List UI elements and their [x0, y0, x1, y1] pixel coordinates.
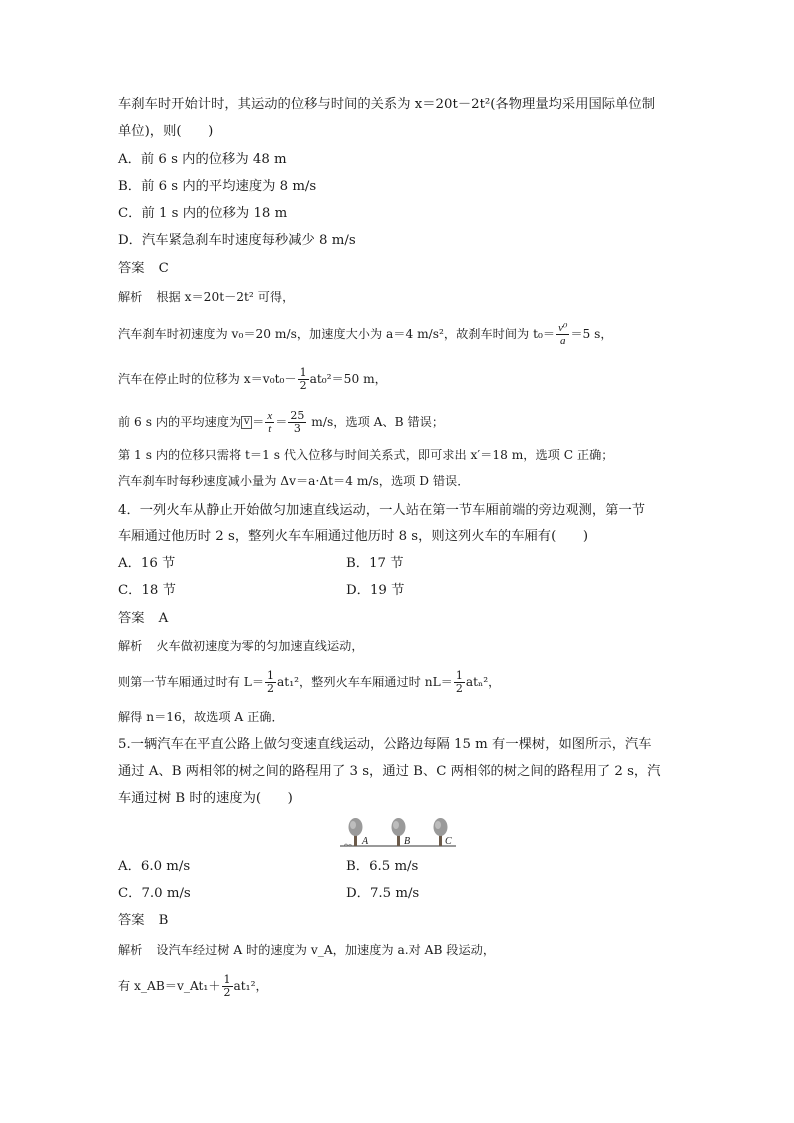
answer-value: B [158, 913, 169, 928]
fraction-numerator: 1 [223, 973, 231, 986]
fraction [265, 670, 276, 695]
q4-analysis-line [118, 670, 500, 695]
fraction-numerator: 1 [455, 669, 463, 682]
fraction-numerator: 1 [299, 366, 307, 379]
analysis-label: 解析 [118, 943, 143, 957]
q5-stem-line: 车通过树 B 时的速度为( ) [118, 791, 293, 806]
tree-label-c: C [445, 836, 452, 847]
analysis-text: at₀²＝50 m， [309, 372, 387, 386]
q4-option-c: C．18 节 [118, 583, 176, 598]
mean-velocity-symbol: v [241, 416, 252, 429]
tree-label-b: B [404, 836, 411, 847]
fraction [265, 410, 274, 435]
q3-option-b: B．前 6 s 内的平均速度为 8 m/s [118, 179, 317, 194]
analysis-text: at₁²， [233, 979, 268, 993]
analysis-text: 根据 x＝20t－2t² 可得， [156, 290, 295, 304]
q4-analysis-line [118, 637, 364, 655]
q5-answer [118, 912, 168, 930]
q5-analysis-line [118, 974, 268, 999]
fraction-denominator: 2 [299, 379, 307, 392]
q3-analysis-line: 汽车刹车时每秒速度减小量为 Δv＝a·Δt＝4 m/s，选项 D 错误． [118, 474, 470, 488]
fraction [288, 410, 306, 435]
trees-illustration [338, 814, 458, 850]
answer-value: C [158, 261, 169, 276]
q3-analysis-line [118, 322, 613, 347]
tree-icon [349, 818, 363, 846]
q4-option-a: A．16 节 [118, 556, 176, 571]
q3-option-d: D．汽车紧急刹车时速度每秒减少 8 m/s [118, 233, 356, 248]
q4-option-d: D．19 节 [346, 583, 405, 598]
q5-stem-line: 5.一辆汽车在平直公路上做匀变速直线运动，公路边每隔 15 m 有一棵树，如图所示，汽车 [118, 737, 652, 752]
analysis-text: at₁²，整列火车车厢通过时 nL＝ [277, 675, 453, 689]
fraction-denominator: 2 [223, 986, 231, 999]
trees-diagram [338, 814, 458, 850]
q5-analysis-line [118, 941, 495, 959]
q5-option-c: C．7.0 m/s [118, 886, 191, 901]
answer-label: 答案 [118, 913, 145, 928]
analysis-text: ＝5 s， [570, 327, 613, 341]
q3-option-c: C．前 1 s 内的位移为 18 m [118, 206, 288, 221]
tree-label-a: A [362, 836, 369, 847]
q5-option-b: B．6.5 m/s [346, 859, 419, 874]
analysis-text: m/s，选项 A、B 错误； [307, 415, 445, 429]
answer-label: 答案 [118, 611, 145, 626]
q4-answer [118, 610, 168, 628]
answer-label: 答案 [118, 261, 145, 276]
fraction [298, 367, 309, 392]
q4-stem-line: 4．一列火车从静止开始做匀加速直线运动，一人站在第一节车厢前端的旁边观测，第一节 [118, 503, 646, 518]
fraction-numerator: x [267, 410, 273, 422]
q4-analysis-line: 解得 n＝16，故选项 A 正确． [118, 710, 284, 724]
fraction-denominator: a [559, 335, 566, 347]
analysis-text: 汽车刹车时初速度为 v₀＝20 m/s，加速度大小为 a＝4 m/s²，故刹车时间为 t₀＝ [118, 327, 556, 341]
analysis-text: ＝ [252, 415, 265, 429]
q4-stem-line: 车厢通过他历时 2 s，整列火车车厢通过他历时 8 s，则这列火车的车厢有( ) [118, 529, 589, 544]
analysis-text: 设汽车经过树 A 时的速度为 v_A，加速度为 a.对 AB 段运动， [156, 943, 496, 957]
analysis-label: 解析 [118, 639, 143, 653]
analysis-text: 有 x_AB＝v_At₁＋ [118, 979, 221, 993]
q3-stem-line: 车刹车时开始计时，其运动的位移与时间的关系为 x＝20t－2t²(各物理量均采用国际单位制 [118, 97, 655, 112]
q3-answer [118, 260, 169, 278]
analysis-text: 火车做初速度为零的匀加速直线运动， [156, 639, 364, 653]
fraction [454, 670, 465, 695]
q3-analysis-line: 第 1 s 内的位移只需将 t＝1 s 代入位移与时间关系式，即可求出 x′＝18 m，选项 C 正确； [118, 448, 614, 462]
analysis-label: 解析 [118, 290, 143, 304]
q5-option-a: A．6.0 m/s [118, 859, 191, 874]
q3-analysis-line [118, 288, 294, 306]
q3-option-a: A．前 6 s 内的位移为 48 m [118, 152, 287, 167]
analysis-text: 汽车在停止时的位移为 x＝v₀t₀－ [118, 372, 297, 386]
fraction-denominator: 2 [267, 682, 275, 695]
q5-stem-line: 通过 A、B 两相邻的树之间的路程用了 3 s，通过 B、C 两相邻的树之间的路程用了 2 s，汽 [118, 764, 661, 779]
fraction [222, 974, 233, 999]
q3-stem-line: 单位)，则( ) [118, 124, 214, 139]
q3-analysis-line [118, 367, 387, 392]
fraction-denominator: 3 [293, 422, 301, 435]
q4-option-b: B．17 节 [346, 556, 404, 571]
q5-option-d: D．7.5 m/s [346, 886, 420, 901]
analysis-text: atₙ²， [465, 675, 501, 689]
analysis-text: 则第一节车厢通过时有 L＝ [118, 675, 265, 689]
fraction-denominator: t [268, 423, 272, 435]
q3-analysis-line: 前 6 s 内的平均速度为 v ＝ $\frac{x}{t}$ ＝ $\frac{25}{3}$ m/s，选项 A、B 错误； [118, 409, 445, 435]
analysis-text: 前 6 s 内的平均速度为 [118, 415, 242, 429]
fraction-numerator: v⁰ [558, 322, 568, 334]
fraction [556, 322, 569, 347]
fraction-denominator: 2 [455, 682, 463, 695]
fraction-numerator: 25 [290, 409, 305, 422]
fraction-numerator: 1 [267, 669, 275, 682]
answer-value: A [158, 611, 169, 626]
